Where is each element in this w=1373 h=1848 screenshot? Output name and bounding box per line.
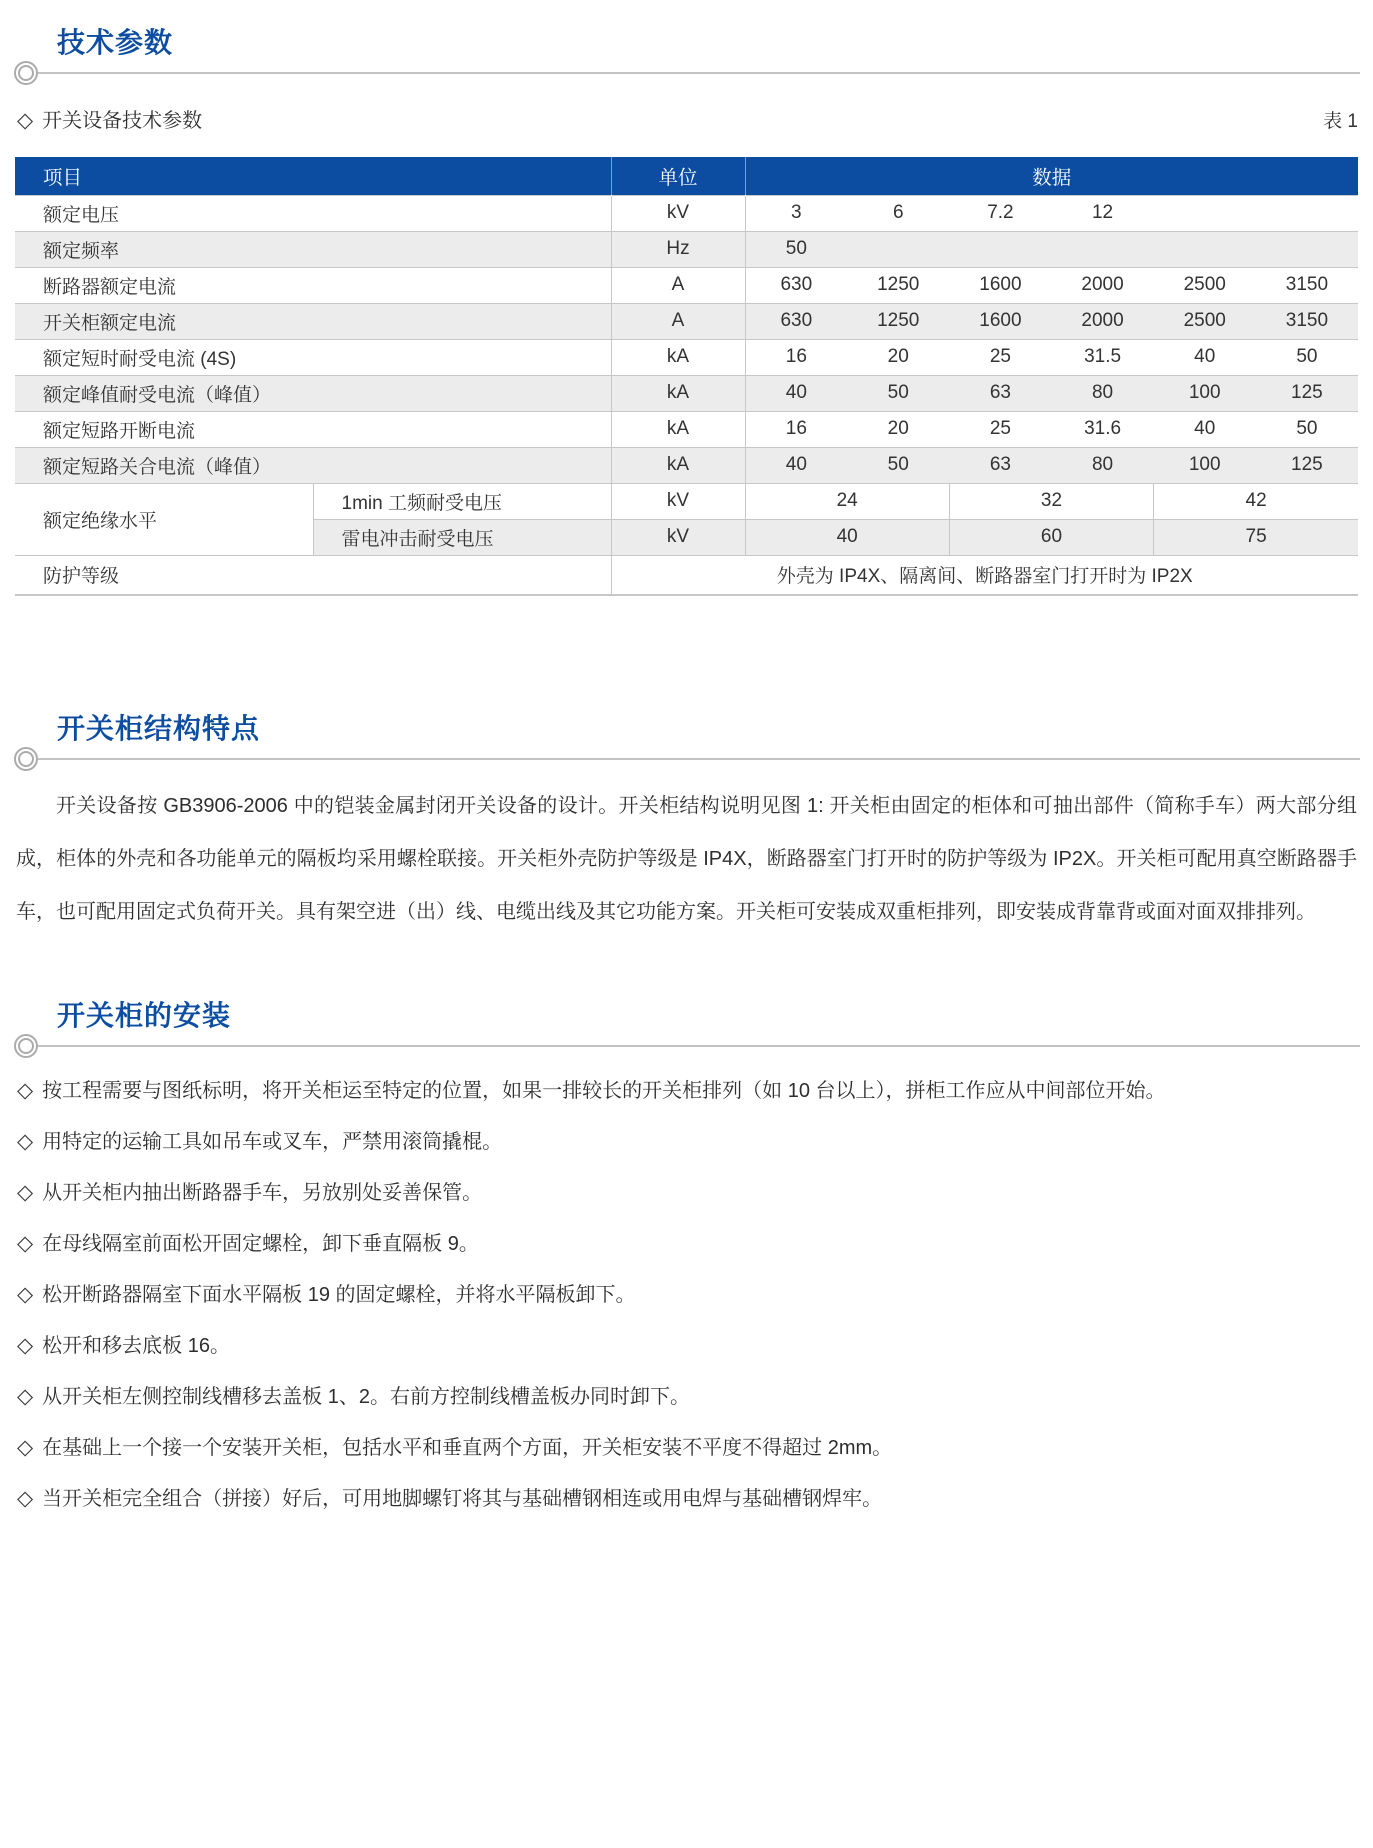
section-divider: [16, 758, 1360, 760]
row-value: 125: [1256, 375, 1358, 411]
table-row: [15, 339, 1358, 375]
list-item: [17, 1332, 1357, 1360]
list-item-text: 当开关柜完全组合（拼接）好后，可用地脚螺钉将其与基础槽钢相连或用电焊与基础槽钢焊牢。: [42, 1488, 883, 1510]
table-caption-row: [17, 104, 1358, 133]
row-value: [1051, 231, 1153, 267]
table-row: [15, 483, 1358, 519]
row-value: 40: [745, 375, 847, 411]
row-value: 125: [1256, 447, 1358, 483]
row-value: 2500: [1154, 303, 1256, 339]
row-value: 2000: [1051, 267, 1153, 303]
row-value: 3: [745, 195, 847, 231]
list-item: [17, 1128, 1357, 1156]
row-value: [1154, 231, 1256, 267]
row-value: 100: [1154, 447, 1256, 483]
list-item-text: 松开和移去底板 16。: [42, 1335, 230, 1357]
table-caption: [17, 104, 202, 133]
row-value: 16: [745, 411, 847, 447]
row-unit: kV: [611, 483, 745, 519]
row-value: 31.5: [1051, 339, 1153, 375]
row-label: 开关柜额定电流: [15, 303, 611, 339]
ring-decoration-icon: [14, 747, 38, 771]
table-row: [15, 231, 1358, 267]
row-label: 额定频率: [15, 231, 611, 267]
row-label-insulation: 额定绝缘水平: [15, 483, 313, 555]
list-item: [17, 1485, 1357, 1513]
table-caption-text: 开关设备技术参数: [42, 110, 203, 132]
row-value: 40: [745, 447, 847, 483]
row-value: [847, 231, 949, 267]
diamond-bullet-icon: ◇: [17, 1436, 34, 1459]
table-row: [15, 447, 1358, 483]
row-unit: kA: [611, 339, 745, 375]
list-item: [17, 1077, 1357, 1105]
list-item: [17, 1281, 1357, 1309]
row-value: 1250: [847, 303, 949, 339]
diamond-bullet-icon: ◇: [17, 1232, 34, 1255]
list-item-text: 用特定的运输工具如吊车或叉车，严禁用滚筒撬棍。: [42, 1131, 503, 1153]
row-value: [1256, 195, 1358, 231]
ring-decoration-icon: [14, 1034, 38, 1058]
list-item: [17, 1383, 1357, 1411]
table-header-row: [15, 157, 1358, 195]
row-value: 75: [1154, 519, 1358, 555]
row-value: 31.6: [1051, 411, 1153, 447]
diamond-bullet-icon: ◇: [17, 1130, 34, 1153]
section-title: 开关柜的安装: [57, 1000, 232, 1031]
diamond-bullet-icon: ◇: [17, 109, 34, 132]
row-value: [1154, 195, 1256, 231]
diamond-bullet-icon: ◇: [17, 1181, 34, 1204]
row-value: 40: [1154, 411, 1256, 447]
row-unit: Hz: [611, 231, 745, 267]
diamond-bullet-icon: ◇: [17, 1283, 34, 1306]
table-row: [15, 375, 1358, 411]
diamond-bullet-icon: ◇: [17, 1385, 34, 1408]
row-value: 2500: [1154, 267, 1256, 303]
list-item-text: 松开断路器隔室下面水平隔板 19 的固定螺栓，并将水平隔板卸下。: [42, 1284, 636, 1306]
list-item-text: 从开关柜内抽出断路器手车，另放别处妥善保管。: [42, 1182, 483, 1204]
row-unit: kA: [611, 411, 745, 447]
diamond-bullet-icon: ◇: [17, 1079, 34, 1102]
row-label: 额定短时耐受电流 (4S): [15, 339, 611, 375]
section-technical-parameters-header: [0, 0, 1373, 74]
table-row: [15, 267, 1358, 303]
section-structure-features-header: [0, 712, 1373, 760]
row-unit: kV: [611, 519, 745, 555]
row-value: 50: [847, 447, 949, 483]
row-value: 63: [949, 375, 1051, 411]
row-value: 630: [745, 303, 847, 339]
list-item-text: 从开关柜左侧控制线槽移去盖板 1、2。右前方控制线槽盖板办同时卸下。: [42, 1386, 690, 1408]
table-row: [15, 195, 1358, 231]
row-unit: kA: [611, 375, 745, 411]
list-item-text: 在基础上一个接一个安装开关柜，包括水平和垂直两个方面，开关柜安装不平度不得超过 2mm。: [42, 1437, 893, 1459]
row-label: 额定短路开断电流: [15, 411, 611, 447]
row-value: 50: [745, 231, 847, 267]
list-item-text: 按工程需要与图纸标明，将开关柜运至特定的位置，如果一排较长的开关柜排列（如 10 台以上），拼柜工作应从中间部位开始。: [42, 1080, 1166, 1102]
row-value: 25: [949, 339, 1051, 375]
row-value: 12: [1051, 195, 1153, 231]
structure-features-paragraph: 开关设备按 GB3906-2006 中的铠装金属封闭开关设备的设计。开关柜结构说明见图 1: 开关柜由固定的柜体和可抽出部件（简称手车）两大部分组成，柜体的外壳和各功能单元的隔板均采用螺栓联接。开关柜外壳防护等级是 IP4X，断路器室门打开时的防护等级为 IP2X。开关柜可配用真空断路器手车，也可配用固定式负荷开关。具有架空进（出）线、电缆出线及其它功能方案。开关柜可安装成双重柜排列，即安装成背靠背或面对面双排排列。: [16, 795, 1357, 923]
row-sublabel: 1min 工频耐受电压: [313, 483, 611, 519]
section-divider: [16, 72, 1360, 74]
row-value: 80: [1051, 375, 1153, 411]
table-row: [15, 411, 1358, 447]
row-value: 3150: [1256, 303, 1358, 339]
row-value: 50: [1256, 339, 1358, 375]
row-value: 20: [847, 411, 949, 447]
row-label: 防护等级: [15, 555, 611, 595]
row-value: 100: [1154, 375, 1256, 411]
row-value: 25: [949, 411, 1051, 447]
table-row: [15, 303, 1358, 339]
installation-steps-list: [17, 1077, 1357, 1513]
row-value: 50: [847, 375, 949, 411]
diamond-bullet-icon: ◇: [17, 1334, 34, 1357]
row-value: 2000: [1051, 303, 1153, 339]
row-value: 40: [745, 519, 949, 555]
row-label: 额定峰值耐受电流（峰值）: [15, 375, 611, 411]
row-label: 额定电压: [15, 195, 611, 231]
header-data: 数据: [745, 157, 1358, 195]
header-unit: 单位: [611, 157, 745, 195]
row-value: 80: [1051, 447, 1153, 483]
row-value: [949, 231, 1051, 267]
row-value: 40: [1154, 339, 1256, 375]
header-item: 项目: [43, 166, 83, 189]
row-value: 63: [949, 447, 1051, 483]
section-installation-header: [0, 999, 1373, 1047]
row-value: 1600: [949, 267, 1051, 303]
row-value: 50: [1256, 411, 1358, 447]
section-title: 开关柜结构特点: [57, 713, 261, 744]
row-value: 7.2: [949, 195, 1051, 231]
row-unit: kV: [611, 195, 745, 231]
row-value: 42: [1154, 483, 1358, 519]
row-value: 1600: [949, 303, 1051, 339]
row-value: 16: [745, 339, 847, 375]
row-value: 外壳为 IP4X、隔离间、断路器室门打开时为 IP2X: [611, 555, 1358, 595]
row-sublabel: 雷电冲击耐受电压: [313, 519, 611, 555]
row-value: 3150: [1256, 267, 1358, 303]
table-number-label: 表 1: [1323, 111, 1358, 132]
diamond-bullet-icon: ◇: [17, 1487, 34, 1510]
ring-decoration-icon: [14, 61, 38, 85]
technical-parameters-table: [15, 157, 1358, 596]
row-unit: A: [611, 303, 745, 339]
row-unit: kA: [611, 447, 745, 483]
row-unit: A: [611, 267, 745, 303]
row-value: 24: [745, 483, 949, 519]
section-title: 技术参数: [57, 27, 174, 58]
row-value: 32: [949, 483, 1153, 519]
row-value: [1256, 231, 1358, 267]
section-divider: [16, 1045, 1360, 1047]
list-item: [17, 1434, 1357, 1462]
row-value: 60: [949, 519, 1153, 555]
table-row: [15, 555, 1358, 595]
row-value: 630: [745, 267, 847, 303]
list-item: [17, 1179, 1357, 1207]
list-item-text: 在母线隔室前面松开固定螺栓，卸下垂直隔板 9。: [42, 1233, 479, 1255]
row-label: 断路器额定电流: [15, 267, 611, 303]
row-value: 1250: [847, 267, 949, 303]
row-value: 6: [847, 195, 949, 231]
row-value: 20: [847, 339, 949, 375]
row-label: 额定短路关合电流（峰值）: [15, 447, 611, 483]
list-item: [17, 1230, 1357, 1258]
